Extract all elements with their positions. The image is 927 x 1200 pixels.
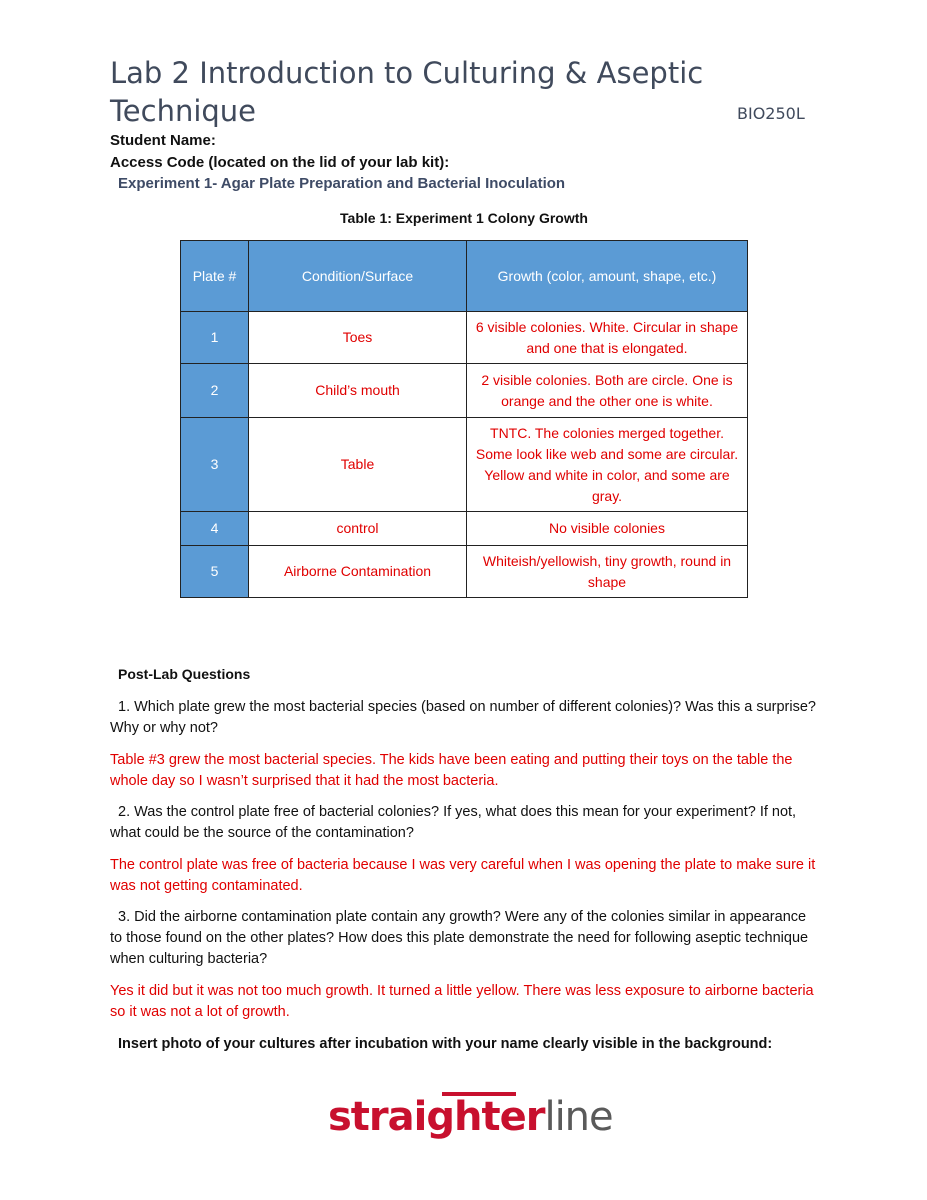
growth-cell: TNTC. The colonies merged together. Some look like web and some are circular. Yellow and white in color, and some are gray.	[467, 418, 748, 512]
table-row	[181, 418, 748, 512]
condition-cell: Table	[249, 418, 467, 512]
page-title: Lab 2 Introduction to Culturing & Aseptic Technique	[110, 56, 704, 128]
plate-number: 4	[181, 512, 249, 546]
header-condition: Condition/Surface	[249, 241, 467, 312]
post-lab-heading: Post-Lab Questions	[118, 666, 251, 682]
question-3: 3. Did the airborne contamination plate contain any growth? Were any of the colonies similar in appearance to those found on the other plates? How does this plate demonstrate the need for following aseptic technique when culturing bacteria?	[110, 909, 809, 967]
insert-photo-instruction: Insert photo of your cultures after incubation with your name clearly visible in the background:	[118, 1036, 773, 1052]
plate-number: 5	[181, 546, 249, 598]
table-row	[181, 546, 748, 598]
answer-1: Table #3 grew the most bacterial species. The kids have been eating and putting their toys on the table the whole day so I wasn’t surprised that it had the most bacteria.	[110, 752, 793, 789]
condition-cell: Child’s mouth	[249, 364, 467, 418]
table-caption: Table 1: Experiment 1 Colony Growth	[340, 210, 588, 226]
growth-cell: 6 visible colonies. White. Circular in shape and one that is elongated.	[467, 312, 748, 364]
header-growth: Growth (color, amount, shape, etc.)	[467, 241, 748, 312]
logo-text-secondary: line	[544, 1094, 613, 1140]
plate-number: 3	[181, 418, 249, 512]
condition-cell: control	[249, 512, 467, 546]
course-code: BIO250L	[737, 104, 805, 123]
logo-text-primary: straighter	[328, 1094, 545, 1140]
plate-number: 2	[181, 364, 249, 418]
condition-cell: Airborne Contamination	[249, 546, 467, 598]
table-header-row	[181, 241, 748, 312]
experiment-heading: Experiment 1- Agar Plate Preparation and Bacterial Inoculation	[118, 175, 566, 192]
colony-growth-table	[180, 240, 748, 598]
plate-number: 1	[181, 312, 249, 364]
table-row	[181, 364, 748, 418]
growth-cell: No visible colonies	[467, 512, 748, 546]
table-row	[181, 512, 748, 546]
student-name-label: Student Name:	[110, 132, 216, 149]
header-plate: Plate #	[181, 241, 249, 312]
table-row	[181, 312, 748, 364]
growth-cell: 2 visible colonies. Both are circle. One is orange and the other one is white.	[467, 364, 748, 418]
condition-cell: Toes	[249, 312, 467, 364]
question-1: 1. Which plate grew the most bacterial species (based on number of different colonies)? Was this a surprise? Why or why not?	[110, 699, 816, 736]
growth-cell: Whiteish/yellowish, tiny growth, round in shape	[467, 546, 748, 598]
answer-2: The control plate was free of bacteria because I was very careful when I was opening the plate to make sure it was not getting contaminated.	[110, 857, 816, 894]
answer-3: Yes it did but it was not too much growth. It turned a little yellow. There was less exposure to airborne bacteria so it was not a lot of growth.	[110, 983, 814, 1020]
access-code-label: Access Code (located on the lid of your lab kit):	[110, 154, 450, 171]
question-2: 2. Was the control plate free of bacterial colonies? If yes, what does this mean for your experiment? If not, what could be the source of the contamination?	[110, 804, 797, 841]
straighterline-logo	[328, 1094, 613, 1140]
